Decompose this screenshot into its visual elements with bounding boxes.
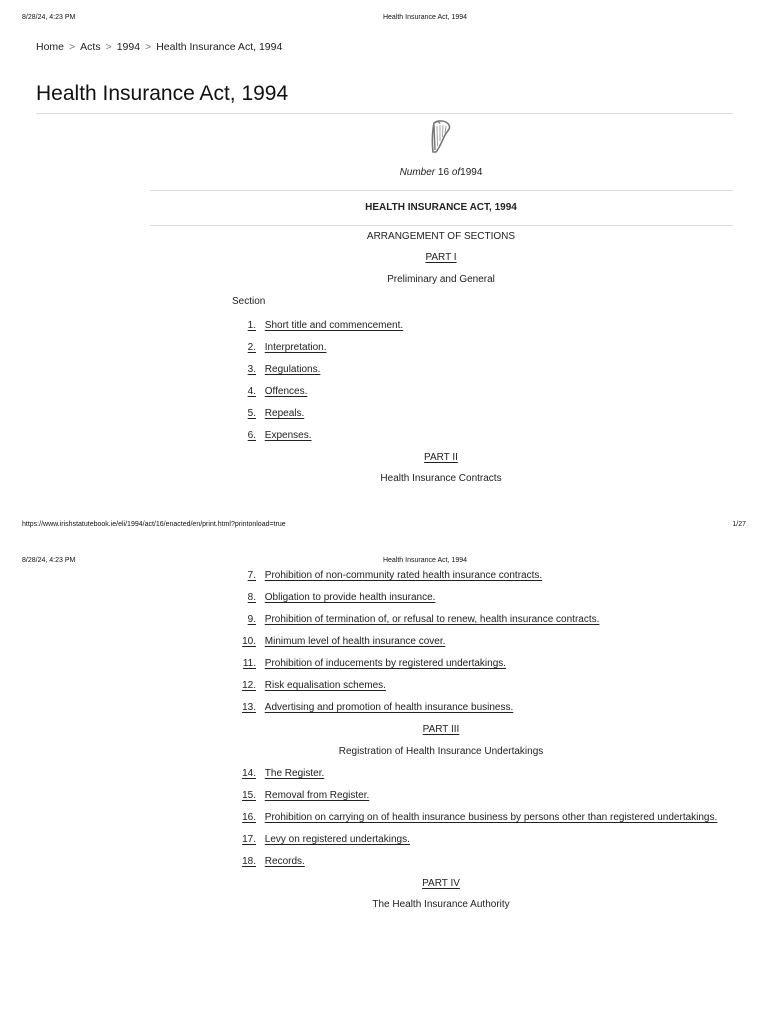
act-heading: HEALTH INSURANCE ACT, 1994 <box>365 202 517 213</box>
section-title-link[interactable]: Repeals. <box>264 408 305 419</box>
section-number-link[interactable]: 3. <box>247 364 256 375</box>
part-title: Registration of Health Insurance Undertakings <box>338 746 544 757</box>
section-number-link[interactable]: 5. <box>247 408 256 419</box>
toc-row <box>230 658 506 669</box>
toc-row <box>230 386 307 397</box>
toc-row <box>230 680 386 691</box>
breadcrumb-current: Health Insurance Act, 1994 <box>156 41 283 53</box>
section-number-link[interactable]: 10. <box>242 636 256 647</box>
harp-icon <box>428 119 452 155</box>
section-number-link[interactable]: 11. <box>242 658 256 669</box>
arrangement-heading: ARRANGEMENT OF SECTIONS <box>366 231 516 242</box>
section-title-link[interactable]: Prohibition of non-community rated health insurance contracts. <box>264 570 543 581</box>
section-number-link[interactable]: 9. <box>247 614 256 625</box>
number-of: of <box>451 167 461 178</box>
heading-divider <box>150 225 733 226</box>
breadcrumb <box>36 41 282 53</box>
toc-row <box>230 856 305 867</box>
print-datetime: 8/28/24, 4:23 PM <box>22 557 76 564</box>
breadcrumb-year[interactable]: 1994 <box>116 41 141 53</box>
number-prefix: Number <box>399 167 436 178</box>
breadcrumb-separator: > <box>69 41 76 53</box>
toc-row <box>230 342 327 353</box>
section-title-link[interactable]: Obligation to provide health insurance. <box>264 592 436 603</box>
breadcrumb-acts[interactable]: Acts <box>80 41 101 53</box>
section-number-link[interactable]: 12. <box>242 680 256 691</box>
print-page-number: 1/27 <box>732 521 746 528</box>
breadcrumb-separator: > <box>145 41 152 53</box>
act-year: 1994 <box>460 167 483 178</box>
section-title-link[interactable]: Risk equalisation schemes. <box>264 680 386 691</box>
print-url: https://www.irishstatutebook.ie/eli/1994/act/16/enacted/en/print.html?printonload=true <box>22 521 286 528</box>
section-title-link[interactable]: Interpretation. <box>264 342 327 353</box>
section-number-link[interactable]: 7. <box>247 570 256 581</box>
act-number: 16 <box>437 167 450 178</box>
toc-row <box>230 702 513 713</box>
part-title: Preliminary and General <box>387 274 495 285</box>
print-page-title: Health Insurance Act, 1994 <box>382 14 468 21</box>
section-title-link[interactable]: Advertising and promotion of health insurance business. <box>264 702 514 713</box>
section-number-link[interactable]: 6. <box>247 430 256 441</box>
toc-row <box>230 834 410 845</box>
section-title-link[interactable]: The Register. <box>264 768 325 779</box>
toc-row <box>230 320 403 331</box>
section-title-link[interactable]: Short title and commencement. <box>264 320 404 331</box>
section-number-link[interactable]: 15. <box>242 790 256 801</box>
section-number-link[interactable]: 4. <box>247 386 256 397</box>
part-link[interactable]: PART II <box>424 452 458 463</box>
section-number-link[interactable]: 13. <box>242 702 256 713</box>
section-title-link[interactable]: Prohibition on carrying on of health insurance business by persons other than registered undertakings. <box>264 812 718 823</box>
toc-row <box>230 364 320 375</box>
section-number-link[interactable]: 8. <box>247 592 256 603</box>
toc-row <box>230 812 717 823</box>
toc-row <box>230 408 304 419</box>
section-title-link[interactable]: Prohibition of termination of, or refusal to renew, health insurance contracts. <box>264 614 600 625</box>
toc-row <box>230 768 324 779</box>
toc-row <box>230 614 599 625</box>
section-number-link[interactable]: 18. <box>242 856 256 867</box>
breadcrumb-home[interactable]: Home <box>36 41 65 53</box>
section-number-link[interactable]: 16. <box>242 812 256 823</box>
toc-row <box>230 592 435 603</box>
toc-row <box>230 430 311 441</box>
section-title-link[interactable]: Minimum level of health insurance cover. <box>264 636 446 647</box>
part-title: The Health Insurance Authority <box>372 899 510 910</box>
part-link[interactable]: PART IV <box>422 878 460 889</box>
section-title-link[interactable]: Expenses. <box>264 430 312 441</box>
print-page-title: Health Insurance Act, 1994 <box>382 557 468 564</box>
toc-row <box>230 636 445 647</box>
part-link[interactable]: PART I <box>425 252 457 263</box>
part-link[interactable]: PART III <box>422 724 460 735</box>
section-title-link[interactable]: Levy on registered undertakings. <box>264 834 410 845</box>
page-title: Health Insurance Act, 1994 <box>36 82 289 105</box>
section-title-link[interactable]: Prohibition of inducements by registered undertakings. <box>264 658 507 669</box>
print-datetime: 8/28/24, 4:23 PM <box>22 14 76 21</box>
section-title-link[interactable]: Records. <box>264 856 305 867</box>
breadcrumb-separator: > <box>105 41 112 53</box>
section-title-link[interactable]: Removal from Register. <box>264 790 370 801</box>
toc-row <box>230 570 542 581</box>
part-title: Health Insurance Contracts <box>380 473 502 484</box>
toc-row <box>230 790 369 801</box>
section-number-link[interactable]: 2. <box>247 342 256 353</box>
number-divider <box>150 190 733 191</box>
act-number-line <box>0 167 768 178</box>
section-number-link[interactable]: 17. <box>242 834 256 845</box>
title-divider <box>36 113 733 114</box>
section-number-link[interactable]: 14. <box>242 768 256 779</box>
section-number-link[interactable]: 1. <box>247 320 256 331</box>
section-title-link[interactable]: Offences. <box>264 386 308 397</box>
section-label: Section <box>232 296 266 307</box>
section-title-link[interactable]: Regulations. <box>264 364 321 375</box>
